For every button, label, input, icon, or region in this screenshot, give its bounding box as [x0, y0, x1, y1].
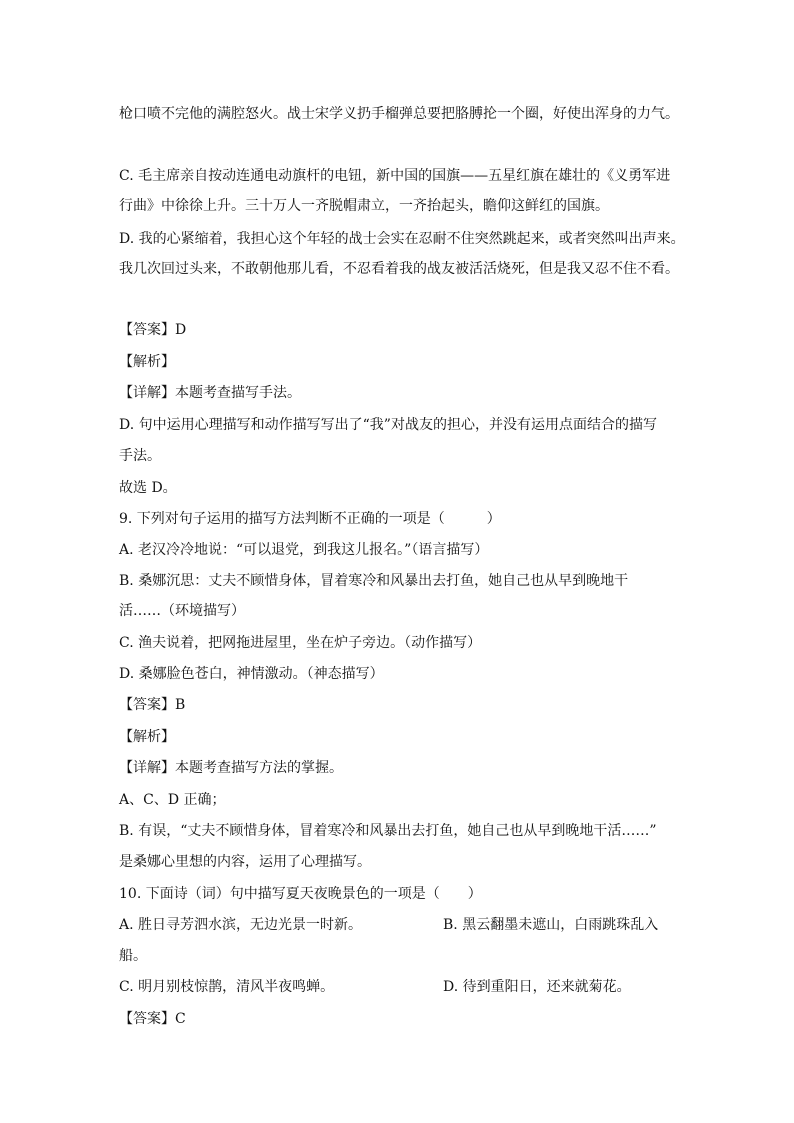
q8-option-b-continuation: 枪口喷不完他的满腔怒火。战士宋学义扔手榴弹总要把胳膊抡一个圈，好使出浑身的力气。 [119, 106, 679, 122]
q9-option-b-line1: B. 桑娜沉思：丈夫不顾惜身体，冒着寒冷和风暴出去打鱼，她自己也从早到晚地干 [119, 573, 629, 589]
q9-explain-2-line2: 是桑娜心里想的内容，运用了心理描写。 [119, 854, 371, 870]
q10-options-row1 [119, 915, 679, 935]
q8-detail: 【详解】本题考查描写手法。 [119, 385, 301, 401]
q9-explain-1: A、C、D 正确； [119, 792, 226, 808]
q9-answer: 【答案】B [119, 697, 186, 713]
q9-explain-2-line1: B. 有误，“丈夫不顾惜身体，冒着寒冷和风暴出去打鱼，她自己也从早到晚地干活……” [119, 823, 657, 839]
q8-explain-line2: 手法。 [119, 448, 161, 464]
q10-options-row2 [119, 977, 679, 997]
q8-option-c-line2: 行曲》中徐徐上升。三十万人一齐脱帽肃立，一齐抬起头，瞻仰这鲜红的国旗。 [119, 198, 609, 214]
q9-analysis-label: 【解析】 [119, 729, 175, 745]
q8-option-c-line1: C. 毛主席亲自按动连通电动旗杆的电钮，新中国的国旗——五星红旗在雄壮的《义勇军进 [119, 168, 671, 184]
q9-option-a: A. 老汉冷冷地说：“可以退党，到我这儿报名。”（语言描写） [119, 542, 489, 558]
q10-answer: 【答案】C [119, 1011, 186, 1027]
q9-stem: 9. 下列对句子运用的描写方法判断不正确的一项是（ ） [119, 511, 501, 527]
q8-conclusion: 故选 D。 [119, 480, 177, 496]
q9-detail: 【详解】本题考查描写方法的掌握。 [119, 760, 343, 776]
q8-option-d-line2: 我几次回过头来，不敢朝他那儿看，不忍看着我的战友被活活烧死，但是我又忍不住不看。 [119, 261, 679, 277]
q9-option-b-line2: 活……（环境描写） [119, 603, 245, 619]
q8-analysis-label: 【解析】 [119, 354, 175, 370]
q8-option-d-line1: D. 我的心紧缩着，我担心这个年轻的战士会实在忍耐不住突然跳起来，或者突然叫出声来。 [119, 231, 685, 247]
q9-option-c: C. 渔夫说着，把网拖进屋里，坐在炉子旁边。（动作描写） [119, 635, 482, 651]
q9-option-d: D. 桑娜脸色苍白，神情激动。（神态描写） [119, 666, 384, 682]
q10-option-b-line1: B. 黑云翻墨未遮山，白雨跳珠乱入 [443, 917, 659, 933]
q8-explain-line1: D. 句中运用心理描写和动作描写写出了“我”对战友的担心，并没有运用点面结合的描写 [119, 417, 657, 433]
q10-stem: 10. 下面诗（词）句中描写夏天夜晚景色的一项是（ ） [119, 886, 482, 902]
q10-option-b-line2: 船。 [119, 948, 147, 964]
q10-option-d: D. 待到重阳日，还来就菊花。 [443, 979, 631, 995]
q10-option-a: A. 胜日寻芳泗水滨，无边光景一时新。 [119, 917, 363, 933]
q8-answer: 【答案】D [119, 322, 187, 338]
q10-option-c: C. 明月别枝惊鹊，清风半夜鸣蝉。 [119, 979, 335, 995]
